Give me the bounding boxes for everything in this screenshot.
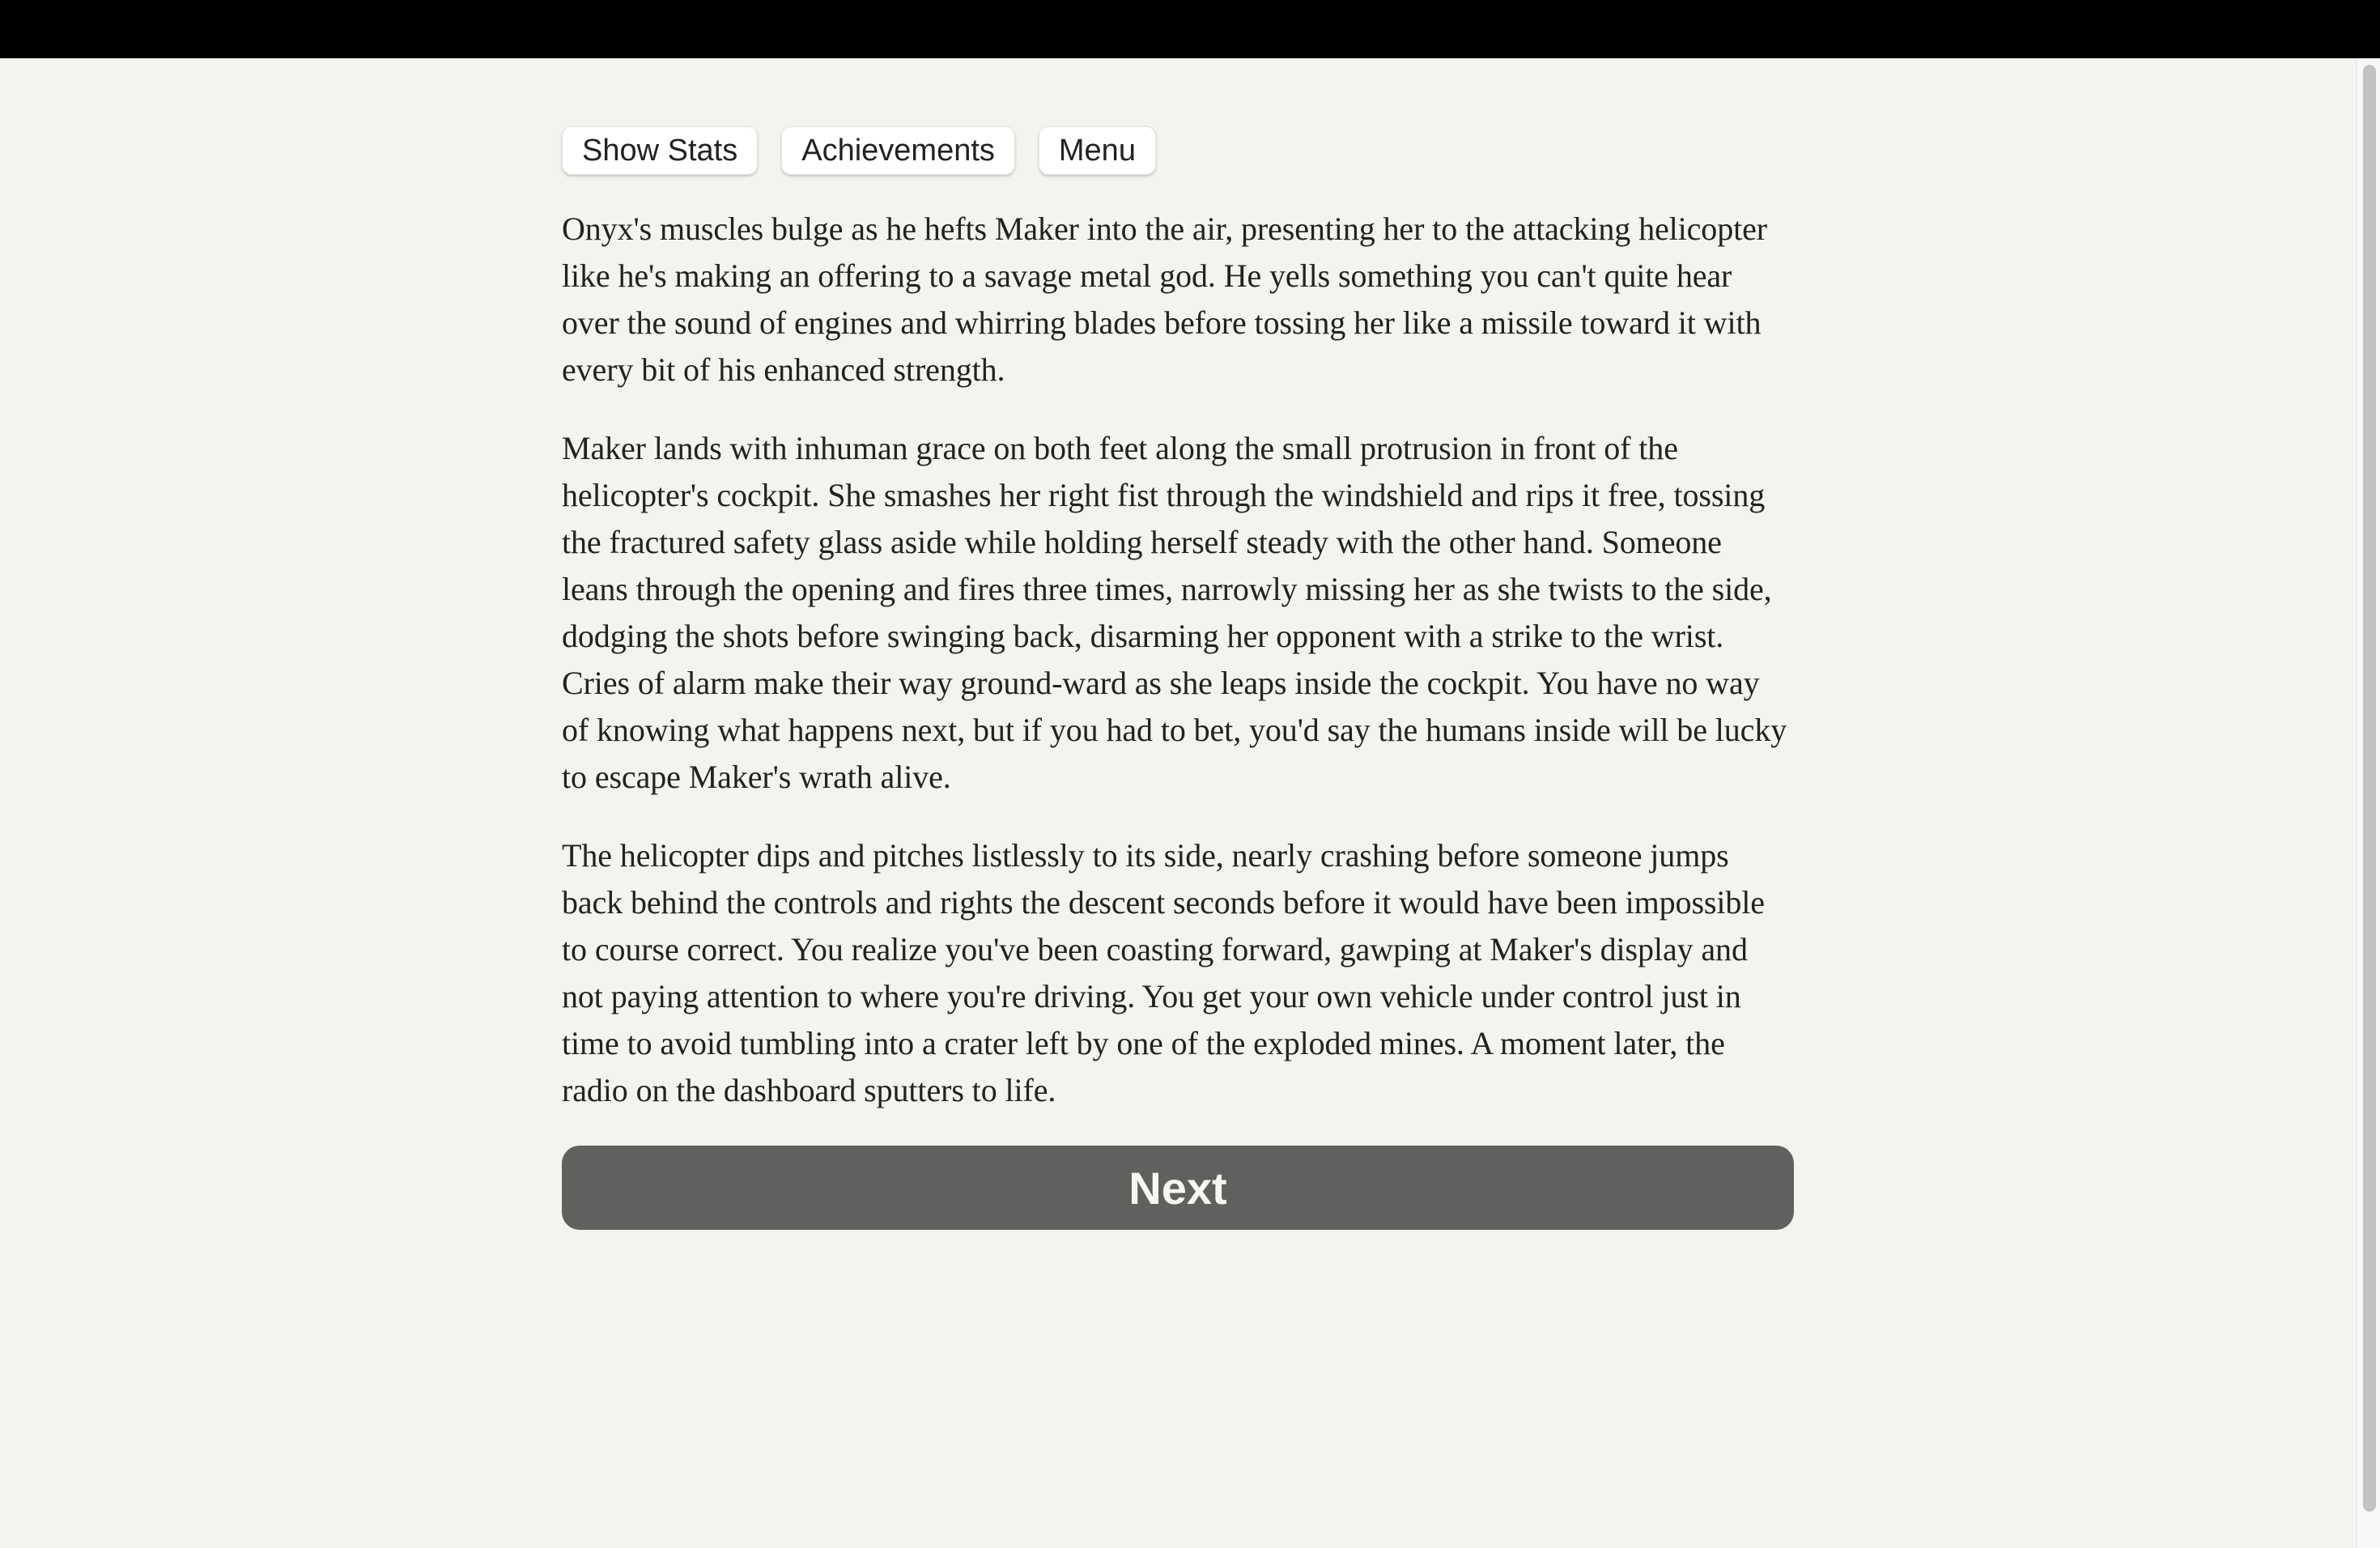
- story-paragraph: Onyx's muscles bulge as he hefts Maker into the air, presenting her to the attacking helicopter like he's making an offering to a savage metal god. He yells something you can't quite hear over the sound of engines and whirring blades before tossing her like a missile toward it with every bit of his enhanced strength.: [562, 211, 1767, 388]
- vertical-scrollbar[interactable]: [2356, 58, 2380, 1548]
- next-button[interactable]: Next: [562, 1146, 1794, 1230]
- scrollbar-thumb[interactable]: [2363, 65, 2376, 1512]
- top-bar: [0, 0, 2380, 58]
- content-column: [562, 126, 1794, 1230]
- game-page: [0, 58, 2356, 1548]
- achievements-button[interactable]: Achievements: [781, 126, 1015, 175]
- story-paragraph: The helicopter dips and pitches listlessly to its side, nearly crashing before someone jumps back behind the controls and rights the descent seconds before it would have been impossible to course correct. You realize you've been coasting forward, gawping at Maker's display and not paying attention to where you're driving. You get your own vehicle under control just in time to avoid tumbling into a crater left by one of the exploded mines. A moment later, the radio on the dashboard sputters to life.: [562, 837, 1765, 1108]
- story-text: [562, 206, 1794, 1114]
- toolbar: [562, 126, 1794, 175]
- menu-button[interactable]: Menu: [1039, 126, 1156, 175]
- story-paragraph: Maker lands with inhuman grace on both feet along the small protrusion in front of the helicopter's cockpit. She smashes her right fist through the windshield and rips it free, tossing the fractured safety glass aside while holding herself steady with the other hand. Someone leans through the opening and fires three times, narrowly missing her as she twists to the side, dodging the shots before swinging back, disarming her opponent with a strike to the wrist. Cries of alarm make their way ground-ward as she leaps inside the cockpit. You have no way of knowing what happens next, but if you had to bet, you'd say the humans inside will be lucky to escape Maker's wrath alive.: [562, 430, 1787, 795]
- show-stats-button[interactable]: Show Stats: [562, 126, 758, 175]
